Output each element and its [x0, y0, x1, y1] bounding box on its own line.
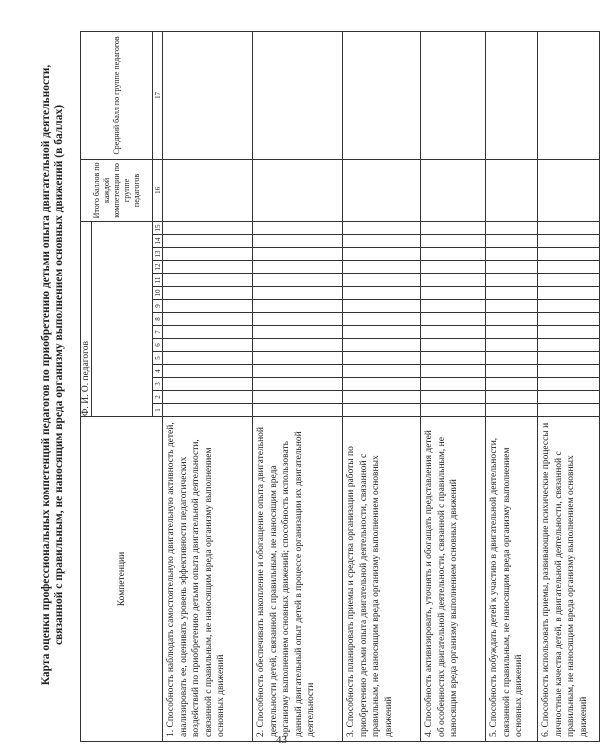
competency-cell: 2. Способность обеспечивать накопление и обогащение опыта двигательной деятельности детей, связанной с правильным, не наносящим вреда организму выполнением основных движений; способность использовать данный двигательный опыт детей в процессе организации их двигательной деятельности: [253, 417, 343, 742]
column-number: 13: [153, 248, 163, 261]
column-number: 8: [153, 313, 163, 326]
column-number: 12: [153, 261, 163, 274]
column-number: 11: [153, 274, 163, 287]
table-row: [538, 31, 600, 741]
competency-cell: 6. Способность использовать приемы, развивающие психические процессы и личностные качества детей, в двигательной деятельности, связанной с правильным, не наносящим вреда организму выполнением основных движений: [538, 417, 600, 742]
table-row: [343, 31, 421, 741]
competency-rating-table: [80, 31, 600, 742]
header-teachers-name: Ф. И. О. педагогов: [81, 221, 153, 416]
column-number: 4: [153, 365, 163, 378]
table-row: [421, 31, 486, 741]
competency-cell: 5. Способность побуждать детей к участию в двигательной деятельности, связанной с правильным, не наносящим вреда организму выполнением основных движений: [486, 417, 538, 742]
column-number: 6: [153, 339, 163, 352]
page-title: Карта оценки профессиональных компетенций педагогов по приобретению детьми опыта двигательной деятельности, связанной с правильным, не наносящим вреда организму выполнением основных движений (в баллах): [40, 64, 65, 686]
table-row: [163, 31, 253, 741]
column-number: 14: [153, 235, 163, 248]
column-number: 17: [153, 31, 163, 159]
column-number: 3: [153, 378, 163, 391]
header-competencies: Компетенции: [81, 417, 163, 742]
table-row: [486, 31, 538, 741]
competency-cell: 3. Способность планировать приемы и средства организации работы по приобретению детьми опыта двигательной деятельности, связанной с правильным, не наносящим вреда организму выполнением основных движений: [343, 417, 421, 742]
table-row: [253, 31, 343, 741]
column-number: 15: [153, 221, 163, 234]
column-number: 7: [153, 326, 163, 339]
competency-cell: 1. Способность наблюдать самостоятельную двигательную активность детей, анализировать ее, оценивать уровень эффективности педагогических воздействий по приобретению детьми опыта двигательной деятельности, связанной с правильным, не наносящим вреда организму выполнением основных движений: [163, 417, 253, 742]
column-number: 5: [153, 352, 163, 365]
column-number: 2: [153, 391, 163, 404]
column-number: 16: [153, 159, 163, 221]
page-number: 43: [276, 734, 287, 746]
column-number: 9: [153, 300, 163, 313]
header-average: Средний балл по группе педагогов: [81, 31, 153, 159]
column-number: 10: [153, 287, 163, 300]
competency-cell: 4. Способность активизировать, уточнять и обогащать представления детей об особенностях двигательной деятельности, связанной с правильным, не наносящим вреда организму выполнением основных движений: [421, 417, 486, 742]
column-number: 1: [153, 404, 163, 417]
header-total: Итого баллов по каждой компетенции по группе педагогов: [81, 159, 153, 221]
